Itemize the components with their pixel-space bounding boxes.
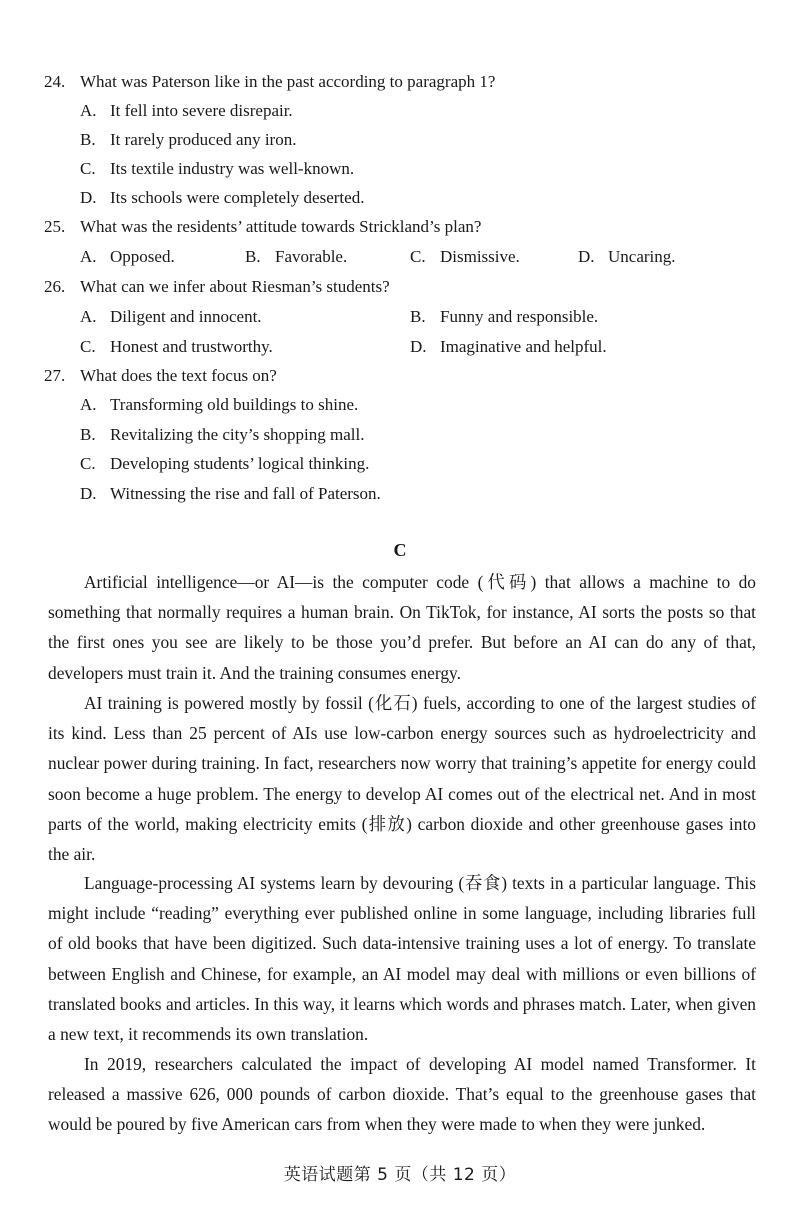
option-letter: C. [80, 454, 96, 473]
option-text: Its schools were completely deserted. [110, 188, 365, 207]
option-text: Diligent and innocent. [110, 307, 262, 326]
option-text: It rarely produced any iron. [110, 130, 297, 149]
option-text: Opposed. [110, 247, 175, 266]
option-text: Favorable. [275, 247, 348, 266]
question-27 [44, 366, 277, 386]
question-number: 26. [44, 277, 66, 296]
question-text: What was Paterson like in the past according to paragraph 1? [80, 72, 496, 91]
option-letter: A. [80, 247, 97, 266]
option-26d[interactable] [410, 337, 607, 357]
option-letter: C. [80, 159, 96, 178]
option-letter: D. [578, 247, 595, 266]
option-text: Imaginative and helpful. [440, 337, 607, 356]
option-letter: C. [80, 337, 96, 356]
option-27a[interactable] [80, 395, 358, 415]
option-27d[interactable] [80, 484, 381, 504]
option-text: Transforming old buildings to shine. [110, 395, 359, 414]
question-24 [44, 72, 495, 92]
option-text: Its textile industry was well-known. [110, 159, 355, 178]
option-letter: B. [410, 307, 426, 326]
question-text: What can we infer about Riesman’s students? [80, 277, 390, 296]
question-number: 24. [44, 72, 66, 91]
option-24d[interactable] [80, 188, 364, 208]
option-27b[interactable] [80, 425, 365, 445]
option-letter: C. [410, 247, 426, 266]
question-number: 27. [44, 366, 66, 385]
option-25a[interactable] [80, 247, 175, 267]
option-26c[interactable] [80, 337, 273, 357]
passage-paragraph-3: Language-processing AI systems learn by devouring (吞食) texts in a particular language. This might include “reading” everything ever published online in some language, including libraries full of old books that have been digitized. Such data-intensive training uses a lot of energy. To translate between English and Chinese, for example, an AI model may deal with millions or even billions of translated books and articles. In this way, it learns which words and phrases match. Later, when given a new text, it recommends its own translation. [48, 873, 756, 1045]
option-letter: D. [80, 484, 97, 503]
question-text: What was the residents’ attitude towards Strickland’s plan? [80, 217, 482, 236]
option-letter: D. [410, 337, 427, 356]
option-24b[interactable] [80, 130, 296, 150]
passage-title: C [393, 540, 407, 560]
option-text: Developing students’ logical thinking. [110, 454, 370, 473]
passage-paragraph-1: Artificial intelligence—or AI—is the computer code (代码) that allows a machine to do something that normally requires a human brain. On TikTok, for instance, AI sorts the posts so that the first ones you see are likely to be those you’d prefer. But before an AI can do any of that, developers must train it. And the training consumes energy. [48, 572, 756, 683]
option-letter: D. [80, 188, 97, 207]
question-26 [44, 277, 390, 297]
option-25b[interactable] [245, 247, 347, 267]
option-text: It fell into severe disrepair. [110, 101, 293, 120]
option-text: Revitalizing the city’s shopping mall. [110, 425, 365, 444]
option-letter: B. [80, 130, 96, 149]
option-letter: A. [80, 101, 97, 120]
option-letter: B. [80, 425, 96, 444]
option-26b[interactable] [410, 307, 598, 327]
option-text: Witnessing the rise and fall of Paterson. [110, 484, 381, 503]
option-letter: B. [245, 247, 261, 266]
option-25d[interactable] [578, 247, 676, 267]
option-text: Funny and responsible. [440, 307, 599, 326]
option-letter: A. [80, 395, 97, 414]
option-text: Dismissive. [440, 247, 520, 266]
option-24a[interactable] [80, 101, 293, 121]
option-text: Honest and trustworthy. [110, 337, 273, 356]
option-26a[interactable] [80, 307, 262, 327]
option-letter: A. [80, 307, 97, 326]
question-number: 25. [44, 217, 66, 236]
passage-paragraph-2: AI training is powered mostly by fossil (化石) fuels, according to one of the largest studies of its kind. Less than 25 percent of AIs use low-carbon energy sources such as hydroelectricity and nuclear power during training. In fact, researchers now worry that training’s appetite for energy could soon become a huge problem. The energy to develop AI comes out of the electrical net. And in most parts of the world, making electricity emits (排放) carbon dioxide and other greenhouse gases into the air. [48, 693, 756, 865]
option-27c[interactable] [80, 454, 369, 474]
question-25 [44, 217, 481, 237]
passage-paragraph-4: In 2019, researchers calculated the impact of developing AI model named Transformer. It released a massive 626, 000 pounds of carbon dioxide. That’s equal to the greenhouse gases that would be poured by five American cars from when they were made to when they were junked. [48, 1054, 756, 1135]
option-25c[interactable] [410, 247, 520, 267]
option-24c[interactable] [80, 159, 354, 179]
page-footer: 英语试题第 5 页（共 12 页） [283, 1165, 517, 1185]
question-text: What does the text focus on? [80, 366, 277, 385]
option-text: Uncaring. [608, 247, 676, 266]
